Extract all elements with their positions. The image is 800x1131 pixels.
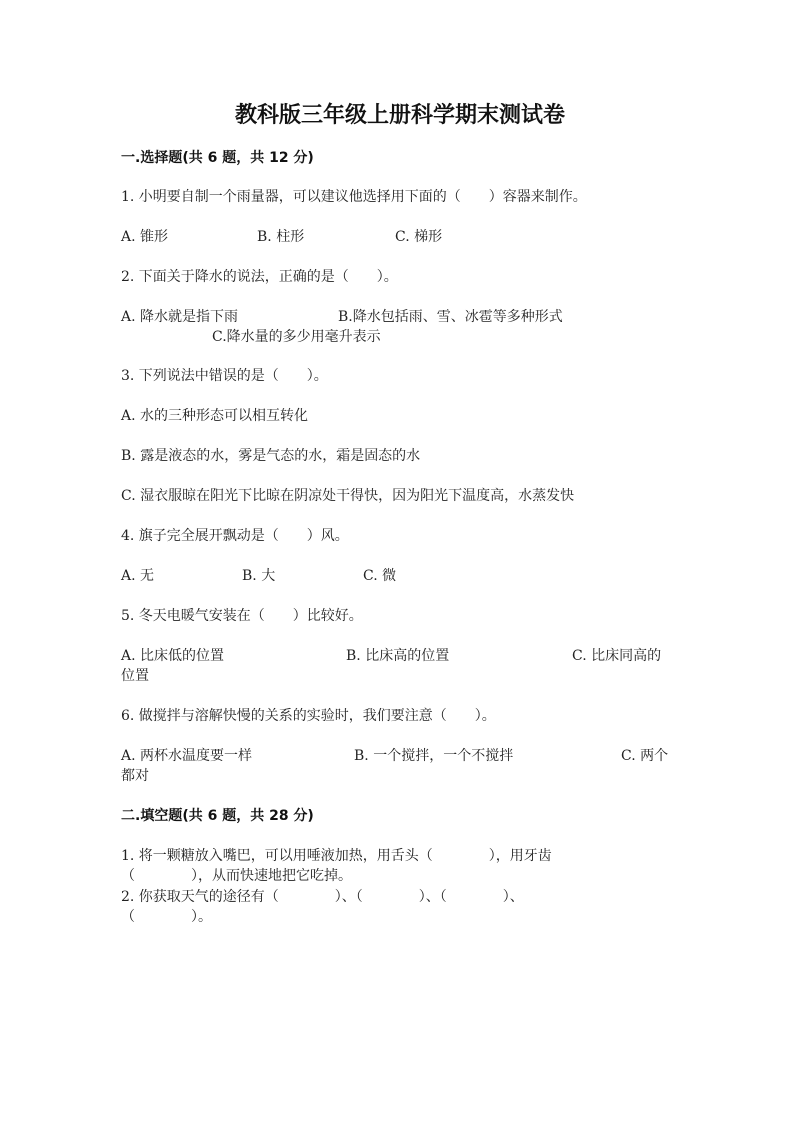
fill-question-1-line-2: （ ），从而快速地把它吃掉。 xyxy=(121,868,352,884)
section-heading-choice: 一.选择题(共 6 题，共 12 分) xyxy=(121,150,314,166)
question-6-stem: 6. 做搅拌与溶解快慢的关系的实验时，我们要注意（ ）。 xyxy=(121,708,496,724)
question-5-option-c: C. 比床同高的 xyxy=(572,648,662,664)
question-2-option-b: B.降水包括雨、雪、冰雹等多种形式 xyxy=(338,309,563,325)
fill-question-2-line-2: （ ）。 xyxy=(121,909,212,925)
question-1-option-a: A. 锥形 xyxy=(121,229,169,245)
question-6-option-a: A. 两杯水温度要一样 xyxy=(121,748,253,764)
fill-question-2-line-1: 2. 你获取天气的途径有（ ）、（ ）、（ ）、 xyxy=(121,889,524,905)
exam-title: 教科版三年级上册科学期末测试卷 xyxy=(234,103,565,128)
question-5-stem: 5. 冬天电暖气安装在（ ）比较好。 xyxy=(121,608,363,624)
question-6-option-b: B. 一个搅拌，一个不搅拌 xyxy=(354,748,514,764)
question-5-option-b: B. 比床高的位置 xyxy=(346,648,450,664)
question-4-stem: 4. 旗子完全展开飘动是（ ）风。 xyxy=(121,528,349,544)
question-3-option-b: B. 露是液态的水，雾是气态的水，霜是固态的水 xyxy=(121,448,421,464)
question-4-option-b: B. 大 xyxy=(242,568,276,584)
question-3-option-a: A. 水的三种形态可以相互转化 xyxy=(121,408,309,424)
question-1-option-c: C. 梯形 xyxy=(395,229,443,245)
section-heading-fill-in: 二.填空题(共 6 题，共 28 分) xyxy=(121,808,314,824)
question-3-option-c: C. 湿衣服晾在阳光下比晾在阴凉处干得快，因为阳光下温度高，水蒸发快 xyxy=(121,488,575,504)
fill-question-1-line-1: 1. 将一颗糖放入嘴巴，可以用唾液加热，用舌头（ ），用牙齿 xyxy=(121,848,552,864)
question-4-option-a: A. 无 xyxy=(121,568,155,584)
question-6-option-c: C. 两个 xyxy=(621,748,669,764)
question-1-option-b: B. 柱形 xyxy=(257,229,305,245)
question-5-option-c-continued: 位置 xyxy=(121,668,149,684)
question-5-option-a: A. 比床低的位置 xyxy=(121,648,225,664)
question-1-stem: 1. 小明要自制一个雨量器，可以建议他选择用下面的（ ）容器来制作。 xyxy=(121,189,587,205)
question-2-option-c: C.降水量的多少用毫升表示 xyxy=(212,329,381,345)
question-2-stem: 2. 下面关于降水的说法，正确的是（ ）。 xyxy=(121,269,398,285)
question-4-option-c: C. 微 xyxy=(363,568,397,584)
question-3-stem: 3. 下列说法中错误的是（ ）。 xyxy=(121,368,328,384)
question-6-option-c-continued: 都对 xyxy=(121,768,149,784)
question-2-option-a: A. 降水就是指下雨 xyxy=(121,309,239,325)
